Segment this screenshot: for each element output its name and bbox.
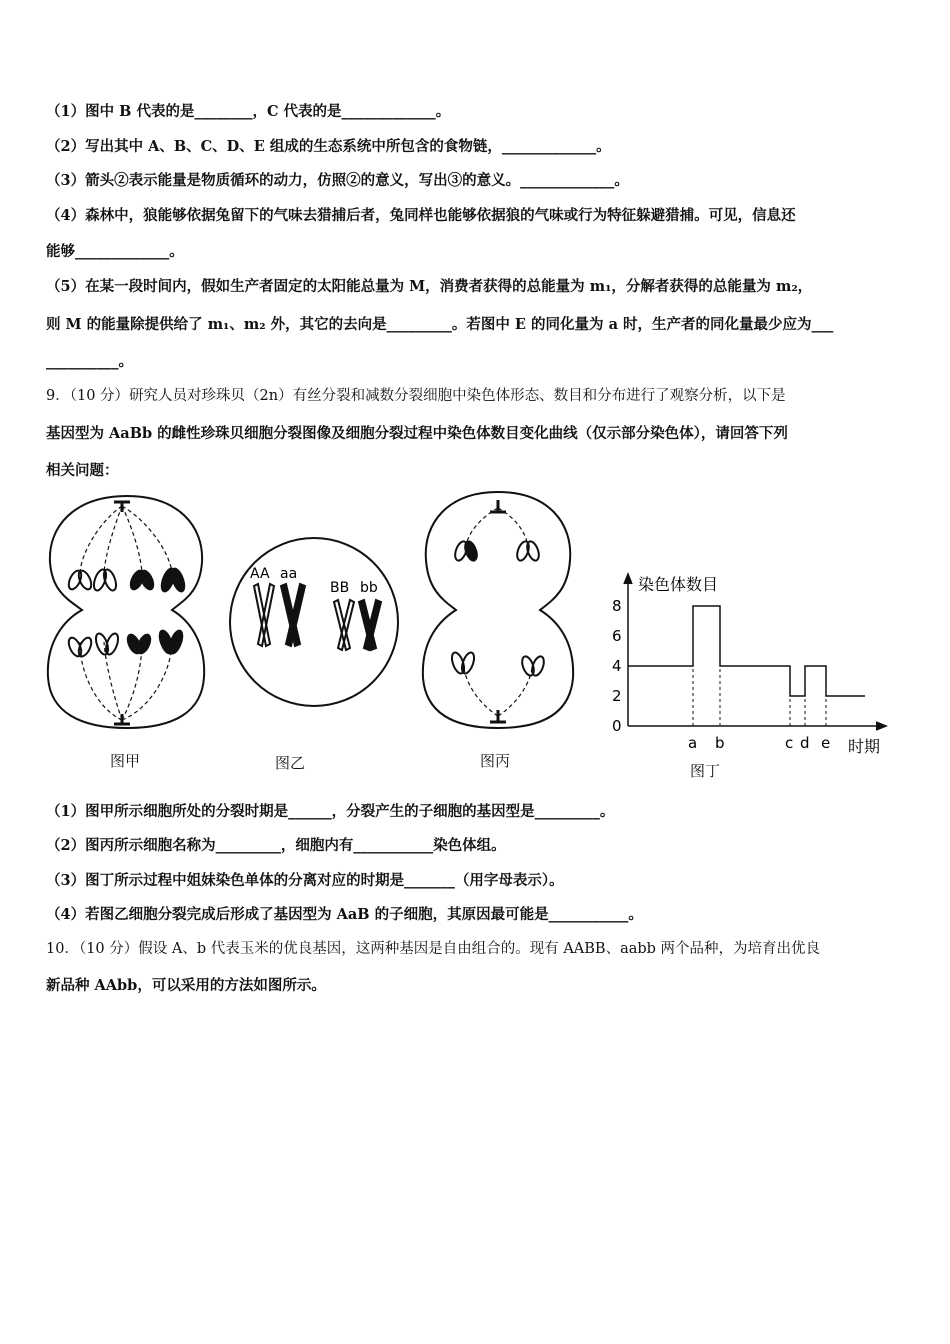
- y-tick-label: 0: [612, 717, 622, 735]
- y-tick-label: 6: [612, 627, 622, 645]
- x-marker-b: b: [715, 734, 725, 752]
- q9-sub4: （4）若图乙细胞分裂完成后形成了基因型为 AaB 的子细胞，其原因最可能是___________。: [46, 906, 643, 923]
- gene-label-aa: aa: [280, 566, 298, 582]
- q9-stem-line1: 9．（10 分）研究人员对珍珠贝（2n）有丝分裂和减数分裂细胞中染色体形态、数目和分布进行了观察分析，以下是: [46, 388, 786, 404]
- q8-sub4-line1: （4）森林中，狼能够依据兔留下的气味去猎捕后者，兔同样也能够依据狼的气味或行为特征躲避猎捕。可见，信息还: [46, 207, 796, 224]
- q9-sub1: （1）图甲所示细胞所处的分裂时期是______，分裂产生的子细胞的基因型是_________。: [46, 803, 615, 820]
- q9-sub2: （2）图丙所示细胞名称为_________，细胞内有___________染色体组。: [46, 837, 506, 854]
- figure-bing: [418, 488, 578, 732]
- q8-sub4-line2: 能够_____________。: [46, 243, 184, 260]
- q8-sub3: （3）箭头②表示能量是物质循环的动力，仿照②的意义，写出③的意义。_____________。: [46, 172, 629, 189]
- q8-sub5-line1: （5）在某一段时间内，假如生产者固定的太阳能总量为 M，消费者获得的总能量为 m₁，分解者获得的总能量为 m₂，: [46, 278, 813, 295]
- caption-ding: 图丁: [690, 762, 721, 780]
- figure-ding-chart: [600, 568, 900, 758]
- caption-jia: 图甲: [110, 752, 141, 770]
- gene-label-AA: AA: [250, 566, 270, 582]
- caption-yi: 图乙: [275, 754, 306, 772]
- figure-jia: [44, 492, 210, 732]
- chromosome-count-line: [628, 606, 865, 696]
- gene-label-bb: bb: [360, 580, 378, 596]
- x-axis-label: 时期: [848, 737, 881, 756]
- q9-sub3: （3）图丁所示过程中姐妹染色单体的分离对应的时期是_______（用字母表示）。: [46, 872, 564, 889]
- q8-sub2: （2）写出其中 A、B、C、D、E 组成的生态系统中所包含的食物链，_____________。: [46, 138, 611, 155]
- y-tick-label: 8: [612, 597, 622, 615]
- q10-stem-line1: 10．（10 分）假设 A、b 代表玉米的优良基因，这两种基因是自由组合的。现有 AABB、aabb 两个品种，为培育出优良: [46, 941, 821, 957]
- y-axis-label: 染色体数目: [638, 575, 719, 594]
- x-marker-c: c: [785, 734, 794, 752]
- y-tick-label: 2: [612, 687, 622, 705]
- figure-yi: [226, 534, 402, 710]
- q8-sub5-line3: __________。: [46, 353, 133, 370]
- x-marker-d: d: [800, 734, 810, 752]
- q10-stem-line2: 新品种 AAbb，可以采用的方法如图所示。: [46, 977, 326, 994]
- q9-stem-line3: 相关问题：: [46, 462, 119, 479]
- x-marker-e: e: [821, 734, 831, 752]
- q9-stem-line2: 基因型为 AaBb 的雌性珍珠贝细胞分裂图像及细胞分裂过程中染色体数目变化曲线（仅示部分染色体），请回答下列: [46, 425, 788, 442]
- caption-bing: 图丙: [480, 752, 511, 770]
- q8-sub1: （1）图中 B 代表的是________，C 代表的是_____________。: [46, 103, 451, 120]
- y-tick-label: 4: [612, 657, 622, 675]
- q8-sub5-line2: 则 M 的能量除提供给了 m₁、m₂ 外，其它的去向是_________。若图中 E 的同化量为 a 时，生产者的同化量最少应为___: [46, 316, 834, 333]
- x-marker-a: a: [688, 734, 698, 752]
- gene-label-BB: BB: [330, 580, 350, 596]
